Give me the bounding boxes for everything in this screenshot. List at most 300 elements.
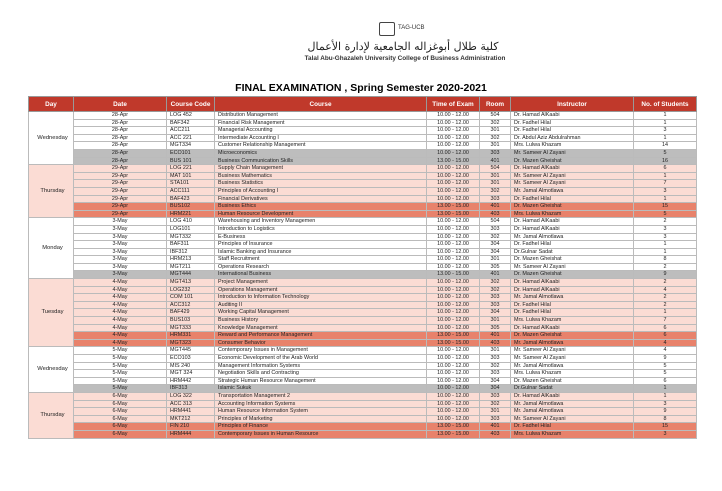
- students-cell: 3: [634, 400, 697, 408]
- date-cell: 3-May: [74, 241, 167, 249]
- course-cell: Human Resource Information System: [215, 408, 427, 416]
- date-cell: 29-Apr: [74, 180, 167, 188]
- date-cell: 4-May: [74, 286, 167, 294]
- course-code-cell: STA101: [167, 180, 215, 188]
- students-cell: 15: [634, 423, 697, 431]
- table-row: [29, 377, 697, 385]
- course-cell: Financial Risk Management: [215, 119, 427, 127]
- course-code-cell: ACC 221: [167, 134, 215, 142]
- students-cell: 5: [634, 362, 697, 370]
- date-cell: 3-May: [74, 218, 167, 226]
- time-cell: 10.00 - 12.00: [427, 263, 480, 271]
- course-code-cell: HRM331: [167, 332, 215, 340]
- date-cell: 5-May: [74, 377, 167, 385]
- students-cell: 8: [634, 415, 697, 423]
- instructor-cell: Mr. Sameer Al Zayani: [511, 172, 634, 180]
- page-title: FINAL EXAMINATION , Spring Semester 2020-2021: [235, 82, 487, 94]
- instructor-cell: Dr. Hamad AlKaabi: [511, 286, 634, 294]
- course-cell: Business Statistics: [215, 180, 427, 188]
- instructor-cell: Dr. Hamad AlKaabi: [511, 218, 634, 226]
- date-cell: 29-Apr: [74, 210, 167, 218]
- date-cell: 4-May: [74, 301, 167, 309]
- course-cell: Knowledge Management: [215, 324, 427, 332]
- course-cell: Introduction to Logistics: [215, 225, 427, 233]
- course-code-cell: MGT445: [167, 347, 215, 355]
- course-code-cell: ECO103: [167, 355, 215, 363]
- students-cell: 2: [634, 279, 697, 287]
- course-code-cell: BAF311: [167, 241, 215, 249]
- room-cell: 304: [480, 385, 511, 393]
- time-cell: 13.00 - 15.00: [427, 339, 480, 347]
- date-cell: 4-May: [74, 309, 167, 317]
- date-cell: 28-Apr: [74, 127, 167, 135]
- col-time: Time of Exam: [427, 97, 480, 112]
- time-cell: 10.00 - 12.00: [427, 225, 480, 233]
- room-cell: 302: [480, 279, 511, 287]
- table-row: [29, 241, 697, 249]
- students-cell: 3: [634, 225, 697, 233]
- table-row: [29, 309, 697, 317]
- course-cell: Working Capital Management: [215, 309, 427, 317]
- col-day: Day: [29, 97, 74, 112]
- table-row: [29, 149, 697, 157]
- table-row: [29, 279, 697, 287]
- course-cell: Economic Development of the Arab World: [215, 355, 427, 363]
- students-cell: 8: [634, 256, 697, 264]
- room-cell: 401: [480, 271, 511, 279]
- course-code-cell: COM 101: [167, 294, 215, 302]
- instructor-cell: Dr. Fadhel Hilal: [511, 301, 634, 309]
- room-cell: 303: [480, 149, 511, 157]
- course-cell: Management Information Systems: [215, 362, 427, 370]
- instructor-cell: Mr. Sameer Al Zayani: [511, 355, 634, 363]
- table-row: [29, 172, 697, 180]
- time-cell: 10.00 - 12.00: [427, 142, 480, 150]
- course-cell: Customer Relationship Management: [215, 142, 427, 150]
- instructor-cell: Mrs. Lulwa Khazam: [511, 317, 634, 325]
- course-code-cell: IBF313: [167, 385, 215, 393]
- time-cell: 13.00 - 15.00: [427, 430, 480, 438]
- course-cell: Financial Derivatives: [215, 195, 427, 203]
- course-cell: Operations Management: [215, 286, 427, 294]
- table-row: [29, 370, 697, 378]
- course-cell: E-Business: [215, 233, 427, 241]
- date-cell: 28-Apr: [74, 149, 167, 157]
- date-cell: 29-Apr: [74, 203, 167, 211]
- course-code-cell: ACC211: [167, 127, 215, 135]
- date-cell: 3-May: [74, 248, 167, 256]
- course-cell: Business Ethics: [215, 203, 427, 211]
- time-cell: 10.00 - 12.00: [427, 377, 480, 385]
- time-cell: 10.00 - 12.00: [427, 392, 480, 400]
- students-cell: 3: [634, 430, 697, 438]
- date-cell: 3-May: [74, 233, 167, 241]
- table-row: [29, 195, 697, 203]
- date-cell: 29-Apr: [74, 165, 167, 173]
- course-code-cell: HRM444: [167, 430, 215, 438]
- students-cell: 4: [634, 339, 697, 347]
- college-name-english: Talal Abu-Ghazaleh University College of Business Administration: [304, 55, 506, 62]
- date-cell: 4-May: [74, 279, 167, 287]
- instructor-cell: Mr. Jamal Almotlawa: [511, 339, 634, 347]
- table-row: [29, 256, 697, 264]
- course-code-cell: HRM213: [167, 256, 215, 264]
- time-cell: 10.00 - 12.00: [427, 195, 480, 203]
- course-code-cell: IBF312: [167, 248, 215, 256]
- students-cell: 2: [634, 301, 697, 309]
- day-cell: Monday: [29, 218, 74, 279]
- exam-schedule-table: [28, 96, 697, 439]
- table-row: [29, 210, 697, 218]
- table-row: [29, 218, 697, 226]
- room-cell: 303: [480, 392, 511, 400]
- room-cell: 302: [480, 400, 511, 408]
- room-cell: 302: [480, 119, 511, 127]
- room-cell: 401: [480, 423, 511, 431]
- room-cell: 403: [480, 430, 511, 438]
- course-code-cell: MGT 324: [167, 370, 215, 378]
- course-code-cell: MAT 101: [167, 172, 215, 180]
- instructor-cell: Dr. Fadhel Hilal: [511, 119, 634, 127]
- time-cell: 10.00 - 12.00: [427, 362, 480, 370]
- students-cell: 1: [634, 195, 697, 203]
- students-cell: 2: [634, 294, 697, 302]
- students-cell: 5: [634, 149, 697, 157]
- room-cell: 403: [480, 210, 511, 218]
- course-code-cell: MKT212: [167, 415, 215, 423]
- table-row: [29, 385, 697, 393]
- course-cell: International Business: [215, 271, 427, 279]
- table-row: [29, 294, 697, 302]
- date-cell: 4-May: [74, 317, 167, 325]
- date-cell: 6-May: [74, 400, 167, 408]
- table-row: [29, 165, 697, 173]
- course-code-cell: BUS102: [167, 203, 215, 211]
- time-cell: 10.00 - 12.00: [427, 112, 480, 120]
- time-cell: 10.00 - 12.00: [427, 149, 480, 157]
- students-cell: 15: [634, 203, 697, 211]
- students-cell: 4: [634, 286, 697, 294]
- instructor-cell: Dr. Hamad AlKaabi: [511, 165, 634, 173]
- course-cell: Staff Recruitment: [215, 256, 427, 264]
- students-cell: 9: [634, 408, 697, 416]
- date-cell: 28-Apr: [74, 142, 167, 150]
- instructor-cell: Dr. Abdul Aziz Abdulrahman: [511, 134, 634, 142]
- instructor-cell: Mrs. Lulwa Khazam: [511, 370, 634, 378]
- instructor-cell: Mr. Sameer Al Zayani: [511, 180, 634, 188]
- course-cell: Business Mathematics: [215, 172, 427, 180]
- table-row: [29, 400, 697, 408]
- instructor-cell: Dr. Hamad AlKaabi: [511, 392, 634, 400]
- room-cell: 301: [480, 180, 511, 188]
- time-cell: 10.00 - 12.00: [427, 241, 480, 249]
- course-code-cell: HRM441: [167, 408, 215, 416]
- time-cell: 10.00 - 12.00: [427, 294, 480, 302]
- students-cell: 3: [634, 127, 697, 135]
- students-cell: 6: [634, 332, 697, 340]
- course-cell: Consumer Behavior: [215, 339, 427, 347]
- instructor-cell: Dr. Mazen Gheishat: [511, 256, 634, 264]
- instructor-cell: Mr. Sameer Al Zayani: [511, 263, 634, 271]
- students-cell: 7: [634, 180, 697, 188]
- day-cell: Thursday: [29, 165, 74, 218]
- room-cell: 301: [480, 256, 511, 264]
- table-row: [29, 127, 697, 135]
- students-cell: 1: [634, 248, 697, 256]
- table-row: [29, 355, 697, 363]
- room-cell: 302: [480, 187, 511, 195]
- students-cell: 1: [634, 119, 697, 127]
- course-code-cell: BUS 101: [167, 157, 215, 165]
- instructor-cell: Mr. Sameer Al Zayani: [511, 415, 634, 423]
- date-cell: 5-May: [74, 385, 167, 393]
- room-cell: 301: [480, 172, 511, 180]
- instructor-cell: Mrs. Lulwa Khazam: [511, 210, 634, 218]
- instructor-cell: Mr. Jamal Almotlawa: [511, 362, 634, 370]
- course-cell: Strategic Human Resource Management: [215, 377, 427, 385]
- day-cell: Wednesday: [29, 112, 74, 165]
- table-row: [29, 430, 697, 438]
- time-cell: 10.00 - 12.00: [427, 248, 480, 256]
- instructor-cell: Dr.Gulnar Sadat: [511, 248, 634, 256]
- room-cell: 303: [480, 294, 511, 302]
- time-cell: 10.00 - 12.00: [427, 400, 480, 408]
- room-cell: 305: [480, 324, 511, 332]
- col-room: Room: [480, 97, 511, 112]
- students-cell: 1: [634, 172, 697, 180]
- course-code-cell: LOG 221: [167, 165, 215, 173]
- date-cell: 4-May: [74, 332, 167, 340]
- instructor-cell: Dr. Hamad AlKaabi: [511, 279, 634, 287]
- table-row: [29, 408, 697, 416]
- instructor-cell: Dr. Fadhel Hilal: [511, 195, 634, 203]
- students-cell: 16: [634, 157, 697, 165]
- room-cell: 304: [480, 248, 511, 256]
- room-cell: 401: [480, 332, 511, 340]
- college-name-arabic: كلية طلال أبوغزاله الجامعية لإدارة الأعمال: [307, 40, 499, 53]
- course-code-cell: HRM221: [167, 210, 215, 218]
- college-logo-icon: [379, 22, 395, 36]
- col-instructor: Instructor: [511, 97, 634, 112]
- students-cell: 6: [634, 324, 697, 332]
- table-row: [29, 347, 697, 355]
- instructor-cell: Mr. Jamal Almotlawa: [511, 408, 634, 416]
- students-cell: 5: [634, 370, 697, 378]
- course-cell: Introduction to Information Technology: [215, 294, 427, 302]
- instructor-cell: Dr.Gulnar Sadat: [511, 385, 634, 393]
- time-cell: 10.00 - 12.00: [427, 233, 480, 241]
- time-cell: 10.00 - 12.00: [427, 256, 480, 264]
- instructor-cell: Dr. Hamad AlKaabi: [511, 324, 634, 332]
- date-cell: 29-Apr: [74, 195, 167, 203]
- table-row: [29, 332, 697, 340]
- table-row: [29, 301, 697, 309]
- col-date: Date: [74, 97, 167, 112]
- instructor-cell: Dr. Mazen Gheishat: [511, 377, 634, 385]
- students-cell: 2: [634, 263, 697, 271]
- course-code-cell: MGT211: [167, 263, 215, 271]
- room-cell: 403: [480, 339, 511, 347]
- students-cell: 1: [634, 112, 697, 120]
- table-row: [29, 392, 697, 400]
- course-cell: Principles of Finance: [215, 423, 427, 431]
- course-cell: Reward and Performance Management: [215, 332, 427, 340]
- students-cell: 4: [634, 347, 697, 355]
- course-cell: Managerial Accounting: [215, 127, 427, 135]
- students-cell: 5: [634, 210, 697, 218]
- students-cell: 9: [634, 271, 697, 279]
- course-cell: Distribution Management: [215, 112, 427, 120]
- students-cell: 14: [634, 142, 697, 150]
- course-cell: Supply Chain Management: [215, 165, 427, 173]
- course-code-cell: MGT334: [167, 142, 215, 150]
- instructor-cell: Dr. Fadhel Hilal: [511, 309, 634, 317]
- date-cell: 29-Apr: [74, 172, 167, 180]
- course-code-cell: LOG 452: [167, 112, 215, 120]
- students-cell: 1: [634, 241, 697, 249]
- students-cell: 3: [634, 233, 697, 241]
- time-cell: 10.00 - 12.00: [427, 218, 480, 226]
- course-cell: Principles of Insurance: [215, 241, 427, 249]
- course-code-cell: LOG101: [167, 225, 215, 233]
- course-cell: Operations Research: [215, 263, 427, 271]
- time-cell: 10.00 - 12.00: [427, 172, 480, 180]
- room-cell: 504: [480, 112, 511, 120]
- course-cell: Business Communication Skills: [215, 157, 427, 165]
- course-code-cell: LOG232: [167, 286, 215, 294]
- course-code-cell: ACC111: [167, 187, 215, 195]
- date-cell: 29-Apr: [74, 187, 167, 195]
- students-cell: 3: [634, 187, 697, 195]
- date-cell: 5-May: [74, 362, 167, 370]
- time-cell: 10.00 - 12.00: [427, 279, 480, 287]
- course-cell: Intermediate Accounting I: [215, 134, 427, 142]
- date-cell: 3-May: [74, 263, 167, 271]
- time-cell: 10.00 - 12.00: [427, 134, 480, 142]
- instructor-cell: Mr. Jamal Almotlawa: [511, 233, 634, 241]
- logo-text: TAG-UCB: [398, 25, 425, 31]
- table-row: [29, 157, 697, 165]
- course-code-cell: MGT323: [167, 339, 215, 347]
- students-cell: 9: [634, 355, 697, 363]
- table-row: [29, 324, 697, 332]
- date-cell: 3-May: [74, 271, 167, 279]
- table-row: [29, 339, 697, 347]
- date-cell: 3-May: [74, 225, 167, 233]
- time-cell: 10.00 - 12.00: [427, 187, 480, 195]
- course-code-cell: ECO101: [167, 149, 215, 157]
- time-cell: 10.00 - 12.00: [427, 180, 480, 188]
- course-cell: Principles of Accounting I: [215, 187, 427, 195]
- time-cell: 13.00 - 15.00: [427, 332, 480, 340]
- time-cell: 10.00 - 12.00: [427, 385, 480, 393]
- course-code-cell: FIN 210: [167, 423, 215, 431]
- room-cell: 302: [480, 286, 511, 294]
- instructor-cell: Dr. Mazen Gheishat: [511, 203, 634, 211]
- date-cell: 6-May: [74, 430, 167, 438]
- room-cell: 305: [480, 263, 511, 271]
- course-code-cell: HRM442: [167, 377, 215, 385]
- time-cell: 13.00 - 15.00: [427, 423, 480, 431]
- date-cell: 4-May: [74, 324, 167, 332]
- instructor-cell: Dr. Fadhel Hilal: [511, 241, 634, 249]
- course-cell: Contemporary Issues in Management: [215, 347, 427, 355]
- instructor-cell: Dr. Fadhel Hilal: [511, 423, 634, 431]
- time-cell: 10.00 - 12.00: [427, 408, 480, 416]
- room-cell: 301: [480, 408, 511, 416]
- course-code-cell: MGT444: [167, 271, 215, 279]
- time-cell: 10.00 - 12.00: [427, 286, 480, 294]
- day-cell: Tuesday: [29, 279, 74, 347]
- instructor-cell: Dr. Mazen Gheishat: [511, 157, 634, 165]
- course-cell: Contemporary Issues in Human Resource: [215, 430, 427, 438]
- time-cell: 10.00 - 12.00: [427, 347, 480, 355]
- course-cell: Transportation Management 2: [215, 392, 427, 400]
- instructor-cell: Dr. Mazen Gheishat: [511, 271, 634, 279]
- date-cell: 28-Apr: [74, 134, 167, 142]
- table-row: [29, 134, 697, 142]
- room-cell: 401: [480, 157, 511, 165]
- course-cell: Accounting Information Systems: [215, 400, 427, 408]
- instructor-cell: Mr. Sameer Al Zayani: [511, 347, 634, 355]
- table-row: [29, 248, 697, 256]
- course-code-cell: ACC312: [167, 301, 215, 309]
- time-cell: 10.00 - 12.00: [427, 127, 480, 135]
- day-cell: Wednesday: [29, 347, 74, 393]
- table-row: [29, 263, 697, 271]
- room-cell: 301: [480, 317, 511, 325]
- table-row: [29, 423, 697, 431]
- room-cell: 303: [480, 225, 511, 233]
- room-cell: 303: [480, 301, 511, 309]
- course-cell: Business History: [215, 317, 427, 325]
- table-row: [29, 119, 697, 127]
- header-row: [29, 97, 697, 112]
- room-cell: 303: [480, 195, 511, 203]
- room-cell: 301: [480, 142, 511, 150]
- time-cell: 10.00 - 12.00: [427, 309, 480, 317]
- day-cell: Thursday: [29, 392, 74, 438]
- room-cell: 301: [480, 127, 511, 135]
- table-row: [29, 286, 697, 294]
- course-code-cell: MGT413: [167, 279, 215, 287]
- time-cell: 10.00 - 12.00: [427, 415, 480, 423]
- time-cell: 13.00 - 15.00: [427, 210, 480, 218]
- date-cell: 28-Apr: [74, 112, 167, 120]
- table-row: [29, 233, 697, 241]
- date-cell: 5-May: [74, 347, 167, 355]
- course-cell: Negotiation Skills and Contracting: [215, 370, 427, 378]
- date-cell: 3-May: [74, 256, 167, 264]
- date-cell: 6-May: [74, 392, 167, 400]
- time-cell: 10.00 - 12.00: [427, 370, 480, 378]
- time-cell: 10.00 - 12.00: [427, 355, 480, 363]
- room-cell: 301: [480, 347, 511, 355]
- course-code-cell: LOG 322: [167, 392, 215, 400]
- students-cell: 6: [634, 377, 697, 385]
- time-cell: 10.00 - 12.00: [427, 165, 480, 173]
- date-cell: 6-May: [74, 408, 167, 416]
- students-cell: 7: [634, 317, 697, 325]
- course-code-cell: BUS103: [167, 317, 215, 325]
- course-code-cell: BAF342: [167, 119, 215, 127]
- room-cell: 302: [480, 233, 511, 241]
- instructor-cell: Mr. Jamal Almotlawa: [511, 294, 634, 302]
- date-cell: 6-May: [74, 415, 167, 423]
- course-cell: Principles of Marketing: [215, 415, 427, 423]
- date-cell: 5-May: [74, 370, 167, 378]
- table-row: [29, 317, 697, 325]
